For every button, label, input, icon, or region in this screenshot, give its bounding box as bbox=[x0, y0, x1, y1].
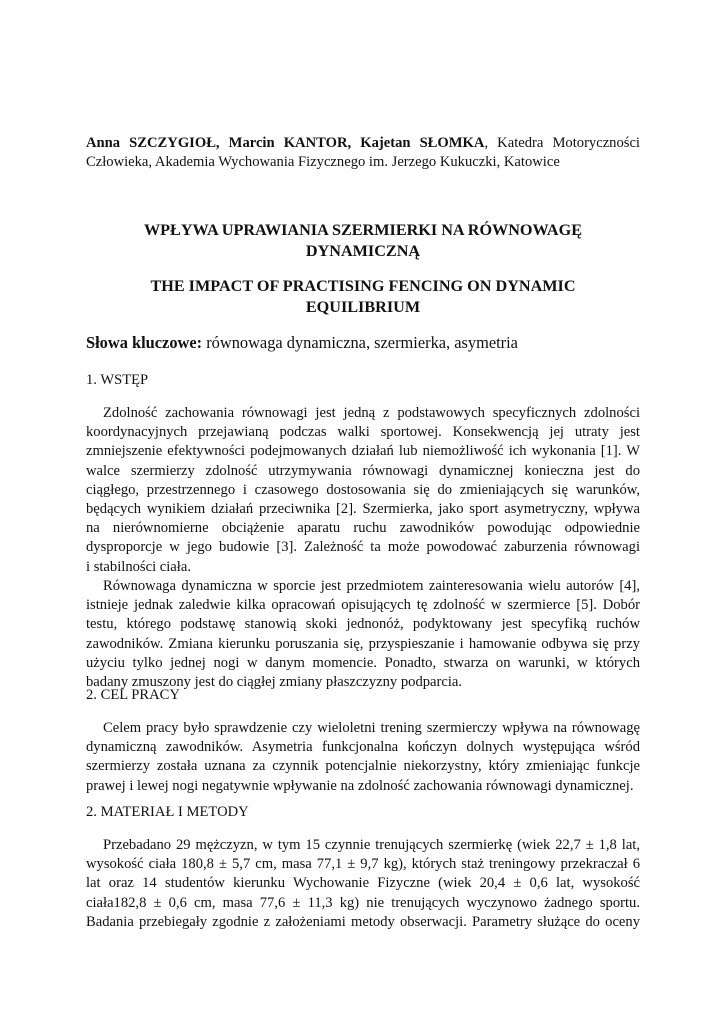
text-line: zmniejszenie efektywności podejmowanych działań lub niemożliwość ich wykonania [1]. W bbox=[86, 443, 640, 460]
affiliation-line-2: Człowieka, Akademia Wychowania Fizycznego im. Jerzego Kukuczki, Katowice bbox=[86, 154, 560, 171]
intro-paragraph-2 bbox=[86, 577, 640, 692]
title-polish-line-2: DYNAMICZNĄ bbox=[305, 242, 421, 260]
text-line: koordynacyjnych przejawianą podczas walki sportowej. Konsekwencją jej utraty jest bbox=[86, 424, 640, 441]
text-line: Zdolność zachowania równowagi jest jedną z podstawowych specyficznych zdolności bbox=[103, 405, 640, 421]
text-line: Badania przebiegały zgodnie z założeniami metody obserwacji. Parametry służące do oceny bbox=[86, 913, 640, 930]
text-line: dynamiczną zawodników. Asymetria funkcjonalna kończyn dolnych występująca wśród bbox=[86, 739, 640, 756]
aim-paragraph bbox=[86, 719, 640, 796]
keywords-label: Słowa kluczowe: bbox=[86, 333, 203, 352]
text-line: ciała182,8 ± 0,6 cm, masa 77,6 ± 11,3 kg) nie trenujących wyczynowo żadnego sportu. bbox=[86, 894, 640, 911]
text-line: badany zmuszony jest do ciągłej zmiany płaszczyzny podparcia. bbox=[86, 674, 463, 691]
methods-paragraph bbox=[86, 836, 640, 932]
text-line: wysokość ciała 180,8 ± 5,7 cm, masa 77,1 ± 9,7 kg), których staż treningowy przekraczał 6 bbox=[86, 856, 640, 873]
text-line: ciągłego, przestrzennego i czasowego dostosowania się do zmieniających się warunków, bbox=[86, 481, 640, 498]
author-block bbox=[86, 134, 640, 172]
title-english-line-2: EQUILIBRIUM bbox=[305, 298, 421, 316]
text-line: prawej i lewej nogi negatywnie wpływanie na zdolność zachowania równowagi dynamicznej. bbox=[86, 777, 634, 794]
text-line: lat oraz 14 studentów kierunku Wychowanie Fizyczne (wiek 20,4 ± 0,6 lat, wysokość bbox=[86, 875, 640, 892]
text-line: szermierzy została uznana za czynnik potencjalnie niekorzystny, który zmieniając funkcje bbox=[86, 758, 640, 775]
intro-paragraph-1 bbox=[86, 404, 640, 577]
title-english bbox=[86, 276, 640, 318]
title-polish-line-1: WPŁYWA UPRAWIANIA SZERMIERKI NA RÓWNOWAGĘ bbox=[143, 221, 582, 239]
section-heading-aim: 2. CEL PRACY bbox=[86, 687, 180, 703]
text-line: dysproporcje w jego budowie [3]. Zależność ta może powodować zaburzenia równowagi bbox=[86, 539, 640, 556]
text-line: i stabilności ciała. bbox=[86, 558, 191, 575]
text-line: Celem pracy było sprawdzenie czy wieloletni trening szermierczy wpływa na równowagę bbox=[103, 720, 640, 736]
text-line: testu, którego podstawę stanowią skoki jednonóż, podyktowany jest specyfiką ruchów bbox=[86, 616, 640, 633]
keywords-text: równowaga dynamiczna, szermierka, asymetria bbox=[202, 333, 518, 352]
text-line: użyciu tylko jednej nogi w danym momencie. Ponadto, stwarza on warunki, w których bbox=[86, 654, 640, 671]
affiliation-line-1: , Katedra Motoryczności bbox=[484, 135, 640, 151]
author-names: Anna SZCZYGIOŁ, Marcin KANTOR, Kajetan SŁOMKA bbox=[86, 135, 485, 151]
text-line: na nierównomierne obciążenie aparatu ruchu zawodników powodując odpowiednie bbox=[86, 520, 640, 537]
text-line: Równowaga dynamiczna w sporcie jest przedmiotem zainteresowania wielu autorów [4], bbox=[103, 578, 640, 594]
keywords bbox=[86, 332, 640, 353]
text-line: Przebadano 29 mężczyzn, w tym 15 czynnie trenujących szermierkę (wiek 22,7 ± 1,8 lat, bbox=[103, 837, 640, 853]
title-english-line-1: THE IMPACT OF PRACTISING FENCING ON DYNAMIC bbox=[150, 277, 576, 295]
title-polish bbox=[86, 220, 640, 262]
section-heading-introduction: 1. WSTĘP bbox=[86, 372, 149, 388]
text-line: istnieje jednak zaledwie kilka opracowań opisujących tę zdolność w szermierce [5]. Dobór bbox=[86, 597, 640, 614]
text-line: walce szermierzy zdolność utrzymywania równowagi dynamicznej konieczna jest do bbox=[86, 462, 640, 479]
text-line: zawodników. Zmiana kierunku poruszania się, przyspieszanie i hamowanie odbywa się przy bbox=[86, 635, 640, 652]
text-line: będących wynikiem działań przeciwnika [2]. Szermierka, jako sport asymetryczny, wpływa bbox=[86, 501, 640, 518]
section-heading-methods: 2. MATERIAŁ I METODY bbox=[86, 804, 249, 820]
